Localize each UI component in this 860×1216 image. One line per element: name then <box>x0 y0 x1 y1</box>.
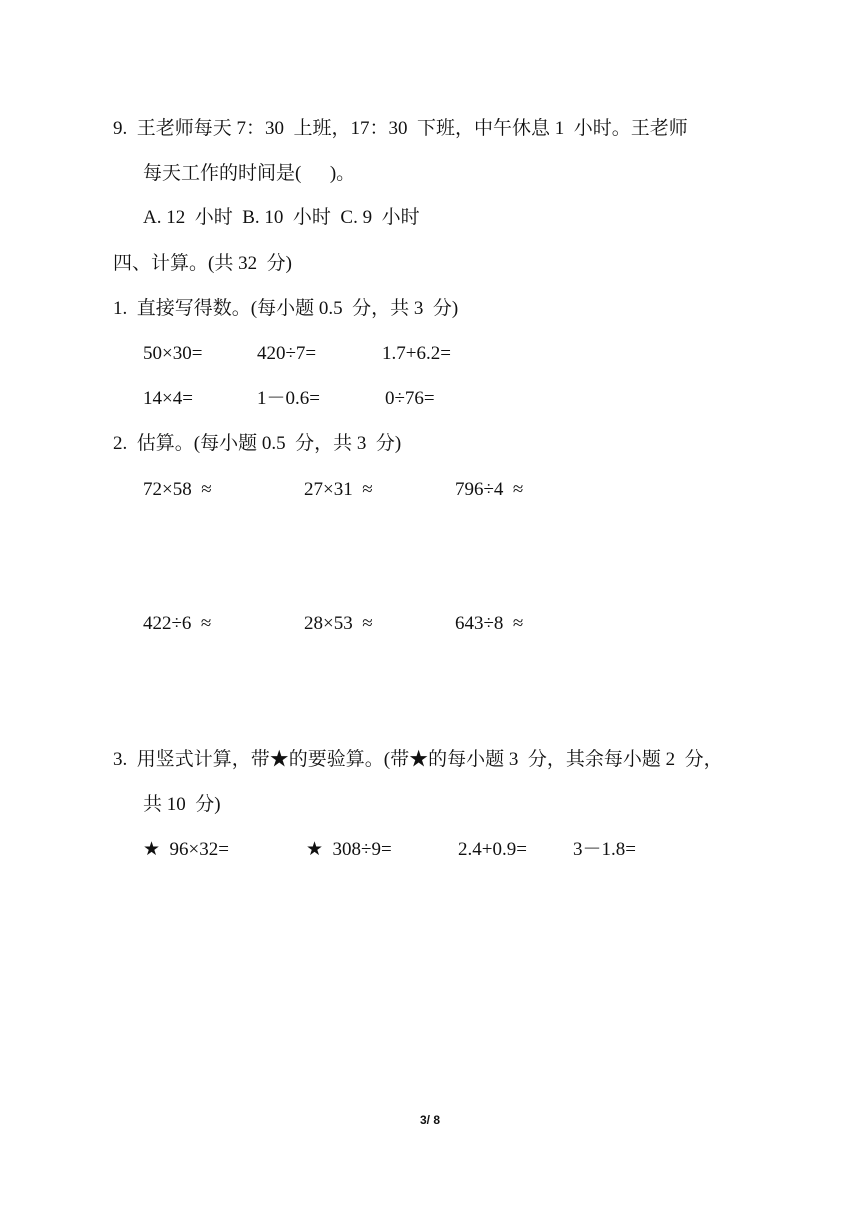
vertical-calc-item: ★ 308÷9= <box>306 839 392 860</box>
oral-calc-item: 0÷76= <box>385 388 435 409</box>
question-9-options: A. 12 小时 B. 10 小时 C. 9 小时 <box>143 207 420 228</box>
page-number: 3/ 8 <box>419 1113 440 1127</box>
oral-calc-item: 420÷7= <box>257 343 317 364</box>
question-9-line-2: 每天工作的时间是( )。 <box>143 163 356 184</box>
estimate-item: 643÷8 ≈ <box>455 613 524 634</box>
estimate-item: 422÷6 ≈ <box>143 613 212 634</box>
vertical-calc-item: 2.4+0.9= <box>458 839 527 860</box>
estimate-item: 27×31 ≈ <box>304 479 373 500</box>
vertical-calc-item: 3－1.8= <box>573 839 636 860</box>
oral-calc-item: 1－0.6= <box>257 388 320 409</box>
part-3-heading-line-2: 共 10 分) <box>143 794 221 815</box>
section-4-heading: 四、计算。(共 32 分) <box>113 253 292 274</box>
part-3-heading-line-1: 3. 用竖式计算，带★的要验算。(带★的每小题 3 分，其余每小题 2 分， <box>113 749 723 770</box>
vertical-calc-item: ★ 96×32= <box>143 839 229 860</box>
oral-calc-item: 1.7+6.2= <box>382 343 451 364</box>
estimate-item: 72×58 ≈ <box>143 479 212 500</box>
part-2-heading: 2. 估算。(每小题 0.5 分，共 3 分) <box>113 433 402 454</box>
part-1-heading: 1. 直接写得数。(每小题 0.5 分，共 3 分) <box>113 298 459 319</box>
oral-calc-item: 50×30= <box>143 343 203 364</box>
estimate-item: 28×53 ≈ <box>304 613 373 634</box>
oral-calc-item: 14×4= <box>143 388 193 409</box>
estimate-item: 796÷4 ≈ <box>455 479 524 500</box>
question-9-line-1: 9. 王老师每天 7：30 上班，17：30 下班，中午休息 1 小时。王老师 <box>113 118 688 139</box>
